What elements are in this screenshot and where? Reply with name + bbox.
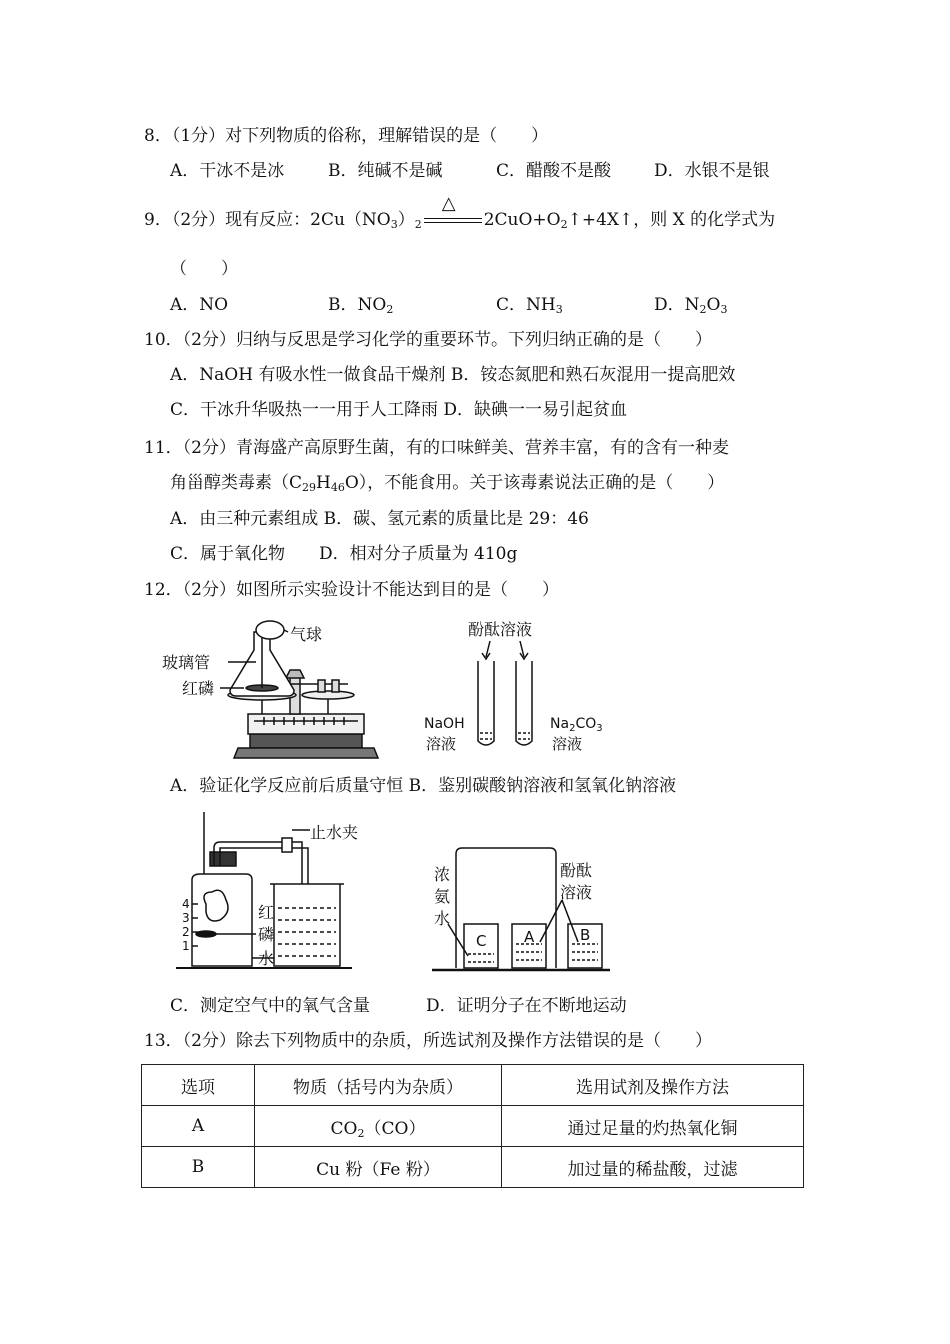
na2co3-label: [550, 716, 603, 734]
q9-option-c-text: C．NH: [496, 295, 556, 315]
ammonia-char-3: 水: [434, 909, 451, 928]
q9-product: 2CuO+O: [483, 210, 561, 230]
header-option: 选项: [142, 1065, 255, 1106]
q9-option-d-text: D．N: [654, 295, 700, 315]
row-b-option: B: [142, 1147, 255, 1188]
figure-d-molecular-motion: [428, 846, 618, 974]
q9-sub3: 3: [390, 218, 398, 231]
impurity-table: [141, 1064, 804, 1188]
naoh-solution-label: 溶液: [426, 735, 457, 753]
water-label: 水: [258, 949, 275, 968]
q11-options-ab: A．由三种元素组成 B．碳、氢元素的质量比是 29：46: [170, 509, 589, 529]
phosphorus-char-2: 磷: [258, 925, 275, 944]
balloon-label: 气球: [290, 625, 323, 644]
q9-option-b-text: B．NO: [328, 295, 387, 315]
q10-options-ab: A．NaOH 有吸水性一做食品干燥剂 B．铵态氮肥和熟石灰混用一提高肥效: [170, 365, 736, 385]
na2co3-sub2: 3: [596, 723, 603, 734]
q9-stem: [144, 193, 776, 231]
table-row: [142, 1106, 804, 1147]
q9-option-c: [496, 294, 563, 316]
q12-option-d: D．证明分子在不断地运动: [426, 996, 627, 1016]
q9-paren: ）: [397, 210, 415, 230]
q9-option-c-sub: 3: [555, 303, 563, 316]
q9-option-d-mid: O: [706, 295, 721, 315]
q13-stem: 13．（2分）除去下列物质中的杂质，所选试剂及操作方法错误的是（ ）: [144, 1031, 712, 1051]
heat-triangle-icon: △: [441, 193, 456, 214]
q9-prefix: 9．（2分）现有反应：2Cu（NO: [144, 210, 391, 230]
q9-option-d-sub2: 3: [720, 303, 728, 316]
gas-jar: [192, 874, 252, 966]
figure-c-oxygen-content: [170, 808, 370, 974]
balance-base: [250, 734, 362, 748]
q8-option-b: B．纯碱不是碱: [328, 161, 443, 181]
q8-option-d: D．水银不是银: [654, 161, 770, 181]
equals-sign: [424, 218, 482, 223]
scale-mark-2: 2: [182, 925, 190, 939]
scale-mark-3: 3: [182, 911, 190, 925]
q9-option-b-sub: 2: [386, 303, 394, 316]
row-a-co: CO: [330, 1118, 358, 1139]
q9-option-d-sub1: 2: [699, 303, 707, 316]
q9-option-a: A．NO: [170, 295, 229, 315]
figure-a-mass-conservation: [160, 618, 380, 762]
q12-options-ab: A．验证化学反应前后质量守恒 B．鉴别碳酸钠溶液和氢氧化钠溶液: [170, 776, 677, 796]
scale-mark-4: 4: [182, 897, 190, 911]
balance-plinth: [234, 748, 378, 758]
glass-tube-label: 玻璃管: [162, 653, 211, 672]
q11-stem2-post: O），不能食用。关于该毒素说法正确的是（ ）: [344, 473, 725, 493]
table-header-row: [142, 1065, 804, 1106]
q11-h-sub: 46: [330, 481, 345, 494]
beaker-c-label: C: [476, 932, 487, 950]
beaker-a-label: A: [524, 928, 535, 946]
row-a-substance: [255, 1106, 502, 1147]
na2co3-na: Na: [550, 716, 570, 732]
beaker-b-label: B: [580, 926, 591, 944]
beaker: [274, 884, 340, 966]
phosphorus-label: 红磷: [182, 679, 215, 698]
header-method: 选用试剂及操作方法: [502, 1065, 804, 1106]
row-a-option: A: [142, 1106, 255, 1147]
ammonia-char-2: 氨: [434, 887, 451, 906]
q12-stem: 12．（2分）如图所示实验设计不能达到目的是（ ）: [144, 580, 559, 600]
scale-mark-1: 1: [182, 939, 190, 953]
q11-c-sub: 29: [302, 481, 317, 494]
indicator-line1: 酚酞: [560, 861, 593, 880]
header-substance: 物质（括号内为杂质）: [255, 1065, 502, 1106]
naoh-label: NaOH: [424, 716, 465, 732]
q11-options-cd: C．属于氧化物 D．相对分子质量为 410g: [170, 544, 518, 564]
ammonia-char-1: 浓: [434, 865, 451, 884]
q9-blank: （ ）: [170, 259, 238, 279]
phosphorus-char-1: 红: [258, 903, 275, 922]
q11-stem-line1: 11．（2分）青海盛产高原野生菌，有的口味鲜美、营养丰富，有的含有一种麦: [144, 438, 729, 458]
q11-stem2-pre: 角甾醇类毒素（C: [170, 473, 303, 493]
row-a-sub: 2: [357, 1126, 365, 1140]
indicator-line2: 溶液: [560, 883, 593, 902]
pan-right: [302, 691, 354, 699]
row-b-substance: Cu 粉（Fe 粉）: [255, 1147, 502, 1188]
q8-stem: 8．（1分）对下列物质的俗称，理解错误的是（ ）: [144, 126, 549, 146]
table-row: [142, 1147, 804, 1188]
na2co3-solution-label: 溶液: [552, 735, 583, 753]
q10-options-cd: C．干冰升华吸热一一用于人工降雨 D．缺碘一一易引起贫血: [170, 400, 628, 420]
water-clamp: [282, 838, 292, 852]
q9-o2-sub: 2: [560, 218, 568, 231]
balance-body: [248, 714, 364, 734]
q9-option-b: [328, 294, 393, 316]
spoon-phosphorus: [196, 931, 216, 937]
balloon: [256, 621, 284, 639]
figure-b-identify-solutions: [420, 615, 620, 763]
q12-option-c: C．测定空气中的氧气含量: [170, 996, 371, 1016]
q8-option-a: A．干冰不是冰: [170, 161, 285, 181]
q10-stem: 10．（2分）归纳与反思是学习化学的重要环节。下列归纳正确的是（ ）: [144, 330, 712, 350]
row-a-impurity: （CO）: [364, 1118, 426, 1139]
indicator-label: 酚酞溶液: [468, 620, 533, 639]
q11-stem-line2: [170, 472, 724, 494]
q9-sub2: 2: [414, 218, 422, 231]
na2co3-co: CO: [575, 716, 597, 732]
clamp-label: 止水夹: [310, 823, 359, 842]
q9-tail: ↑+4X↑，则 X 的化学式为: [567, 210, 776, 230]
reaction-condition: [422, 193, 484, 231]
row-a-method: 通过足量的灼热氧化铜: [502, 1106, 804, 1147]
q11-h: H: [316, 473, 331, 493]
q8-option-c: C．醋酸不是酸: [496, 161, 612, 181]
row-b-method: 加过量的稀盐酸，过滤: [502, 1147, 804, 1188]
q9-option-d: [654, 294, 727, 316]
na2co3-sub1: 2: [569, 723, 576, 734]
